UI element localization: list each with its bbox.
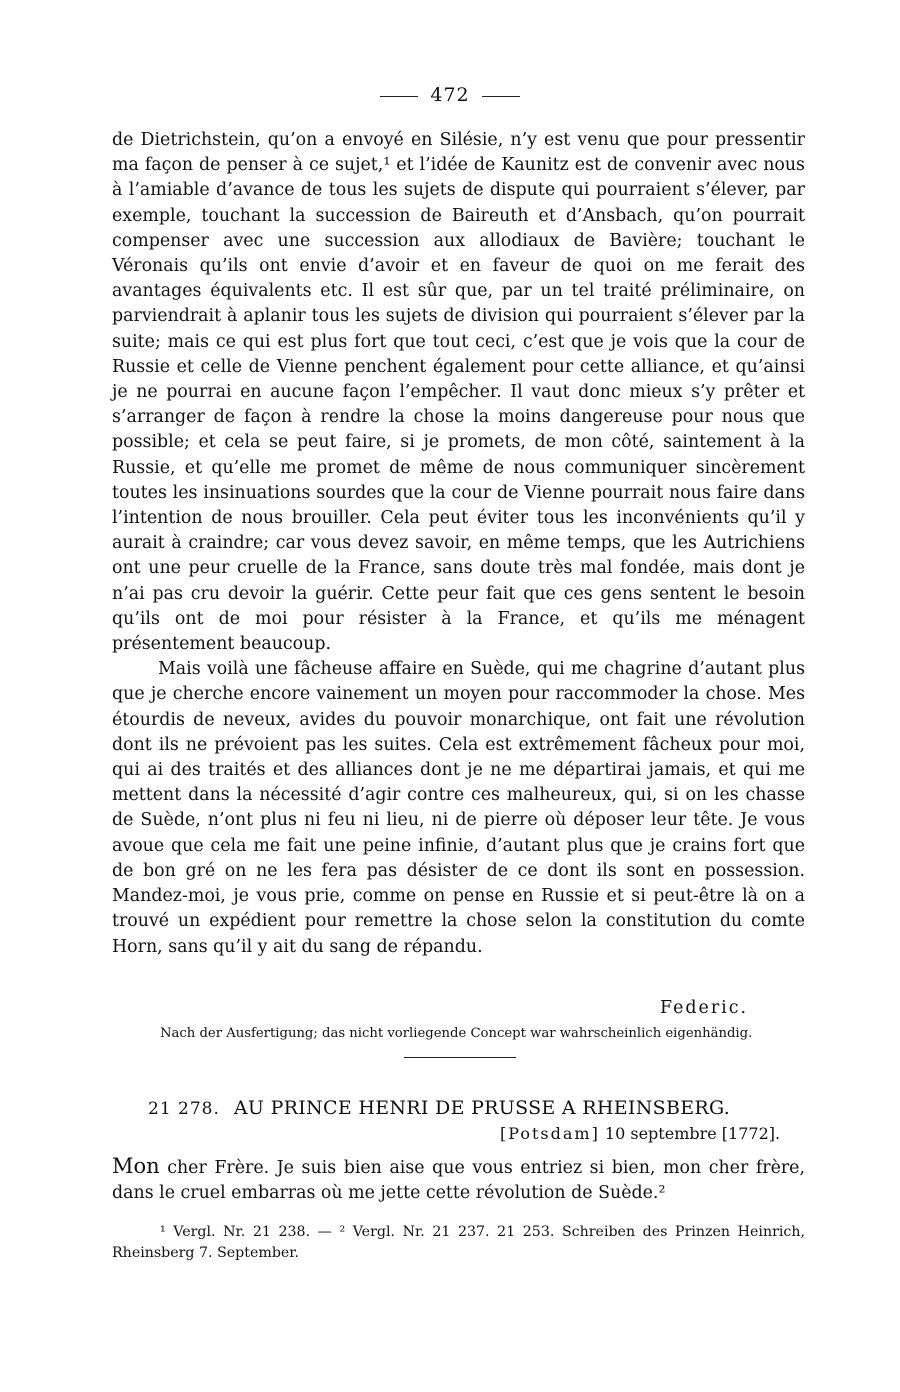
letter-body [112, 1154, 805, 1206]
paragraph-1: de Dietrichstein, qu’on a envoyé en Silésie, n’y est venu que pour pressentir ma façon de penser à ce sujet,¹ et l’idée de Kaunitz est de convenir avec nous à l’amiable d’avance de tous les sujets de dispute qui pourraient s’élever, par exemple, touchant la succession de Baireuth et d’Ansbach, qu’on pourrait compenser avec une succession aux allodiaux de Bavière; touchant le Véronais qu’ils ont envie d’avoir et en faveur de quoi on me ferait des avantages équivalents etc. Il est sûr que, par un tel traité préliminaire, on parviendrait à aplanir tous les sujets de division qui pourraient s’élever par la suite; mais ce qui est plus fort que tout ceci, c’est que je vois que la cour de Russie et celle de Vienne penchent également pour cette alliance, et qu’ainsi je ne pourrai en aucune façon l’empêcher. Il vaut donc mieux s’y prêter et s’arranger de façon à rendre la chose la moins dangereuse pour nous que possible; et cela se peut faire, si je promets, de mon côté, saintement à la Russie, et qu’elle me promet de même de nous communiquer sincèrement toutes les insinuations sourdes que la cour de Vienne pourrait nous faire dans l’intention de nous brouiller. Cela peut éviter tous les inconvénients qu’il y aurait à craindre; car vous devez savoir, en même temps, que les Autrichiens ont une peur cruelle de la France, sans doute très mal fondée, mais dont je n’ai pas cru devoir la guérir. Cette peur fait que ces gens sentent le besoin qu’ils ont de moi pour résister à la France, et qu’ils me ménagent présentement beaucoup. [112, 130, 805, 655]
header-rule-right [482, 96, 520, 97]
signature: Federic. [660, 998, 748, 1018]
source-note: Nach der Ausfertigung; das nicht vorliegende Concept war wahrscheinlich eigenhändig. [160, 1026, 753, 1041]
page-number: 472 [430, 84, 470, 106]
header-rule-left [380, 96, 418, 97]
letter-title: AU PRINCE HENRI DE PRUSSE A RHEINSBERG. [233, 1097, 731, 1119]
letter-heading [148, 1097, 730, 1119]
footnotes: ¹ Vergl. Nr. 21 238. — ² Vergl. Nr. 21 237. 21 253. Schreiben des Prinzen Heinrich, Rheinsberg 7. September. [112, 1224, 805, 1261]
letter-dateline [500, 1124, 780, 1143]
section-separator [404, 1057, 516, 1058]
letter-date: 10 septembre [1772]. [604, 1124, 781, 1143]
paragraph-2: Mais voilà une fâcheuse affaire en Suède, qui me chagrine d’autant plus que je cherche encore vainement un moyen pour raccommoder la chose. Mes étourdis de neveux, avides du pouvoir monarchique, ont fait une révolution dont ils ne prévoient pas les suites. Cela est extrêmement fâcheux pour moi, qui ai des traités et des alliances dont je ne me départirai jamais, et qui me mettent dans la nécessité d’agir contre ces malheureux, qui, si on les chasse de Suède, n’ont plus ni feu ni lieu, ni de pierre où déposer leur tête. Je vous avoue que cela me fait une peine infinie, d’autant plus que je crains fort que de bon gré on ne les fera pas désister de ce dont ils sont en possession. Mandez-moi, je vous prie, comme on pense en Russie et si peut-être là on a trouvé un expédient pour remettre la chose selon la constitution du comte Horn, sans qu’il y ait du sang de répandu. [112, 659, 805, 957]
letter-number: 21 278. [148, 1099, 220, 1119]
page-header [0, 84, 900, 106]
letter-place: [Potsdam] [500, 1124, 600, 1143]
letter-opening-word: Mon [112, 1154, 160, 1178]
letter-text: cher Frère. Je suis bien aise que vous entriez si bien, mon cher frère, dans le cruel embarras où me jette cette révolution de Suède.² [112, 1158, 805, 1204]
main-text [112, 128, 805, 960]
